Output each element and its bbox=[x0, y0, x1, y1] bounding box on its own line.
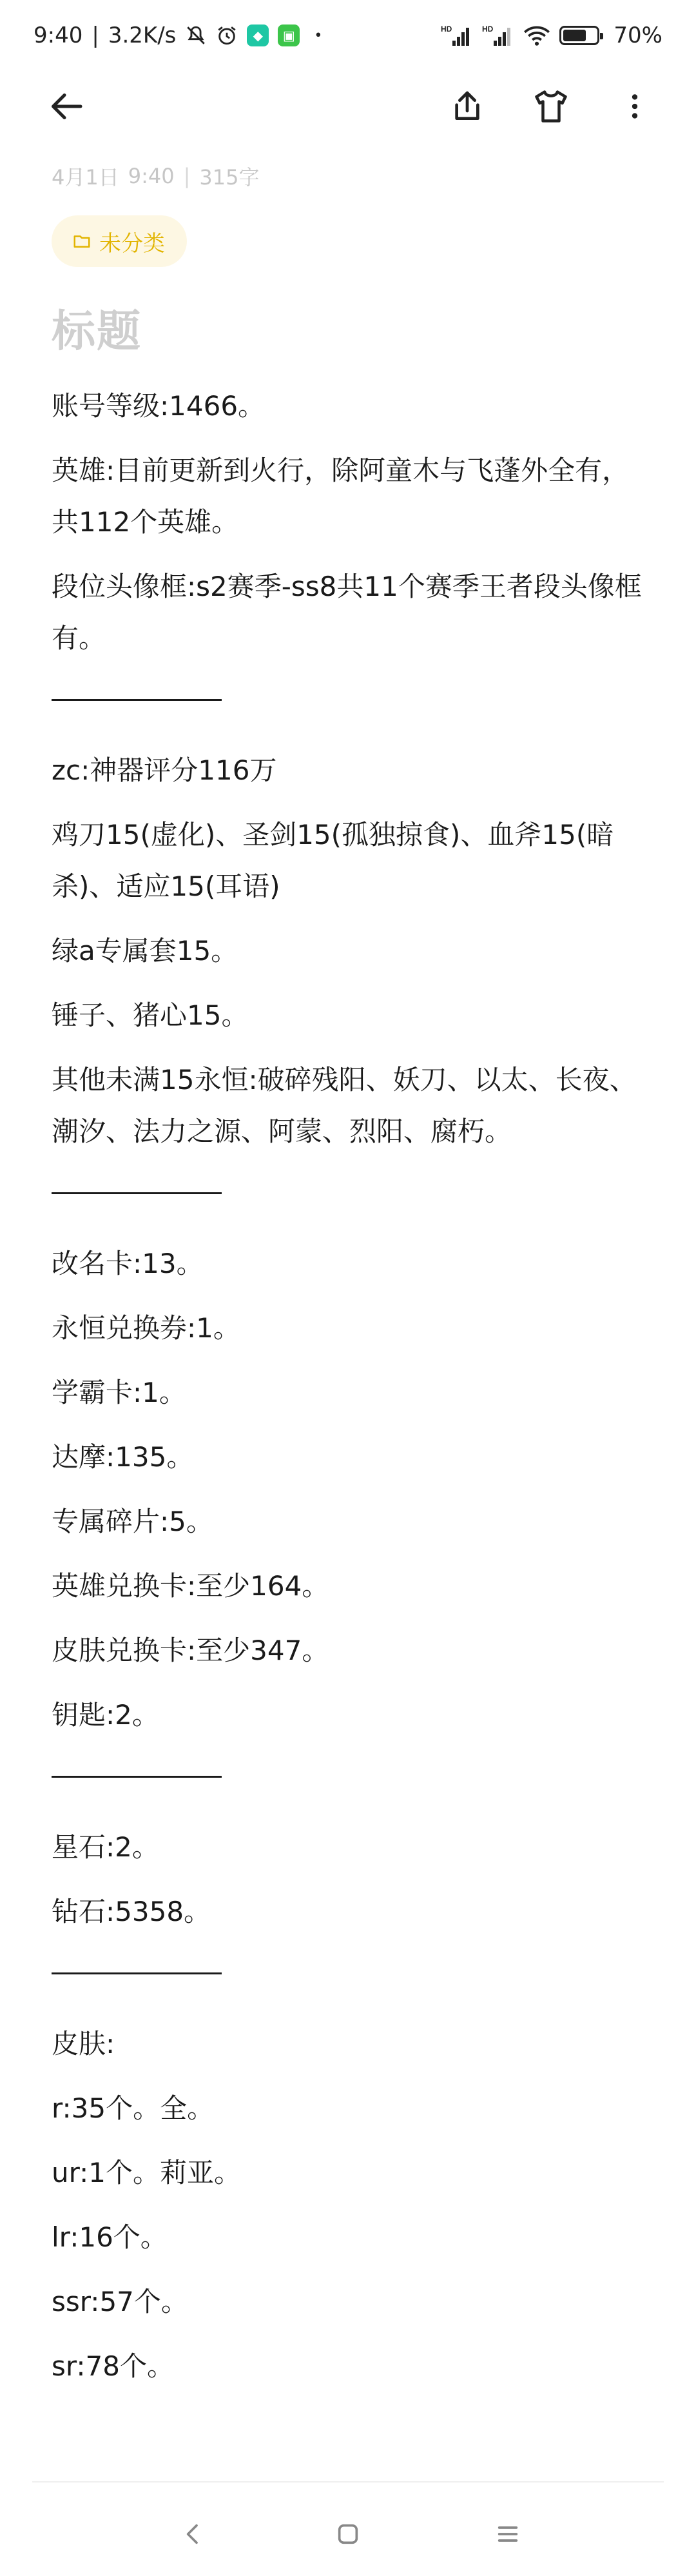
mute-icon bbox=[185, 23, 207, 48]
section-divider bbox=[52, 1972, 222, 1974]
status-bar-right bbox=[441, 23, 662, 48]
nav-home-icon bbox=[335, 2521, 361, 2547]
network-speed: 3.2K/s bbox=[108, 23, 177, 48]
theme-button[interactable] bbox=[522, 77, 580, 135]
note-section bbox=[52, 1238, 644, 1741]
app-icon-teal: ◆ bbox=[247, 25, 269, 46]
nav-menu-icon bbox=[495, 2521, 521, 2547]
note-paragraph: 钥匙:2。 bbox=[52, 1699, 159, 1731]
system-nav-bar bbox=[0, 2502, 696, 2566]
folder-icon bbox=[72, 231, 92, 251]
note-time: 9:40 bbox=[128, 164, 175, 188]
note-paragraph: lr:16个。 bbox=[52, 2221, 168, 2253]
category-chip[interactable] bbox=[52, 215, 187, 267]
status-bar-left bbox=[34, 23, 322, 48]
note-paragraph: 英雄:目前更新到火行，除阿童木与飞蓬外全有，共112个英雄。 bbox=[52, 455, 630, 538]
note-paragraph: 英雄兑换卡:至少164。 bbox=[52, 1570, 329, 1602]
note-paragraph: sr:78个。 bbox=[52, 2350, 175, 2382]
category-label: 未分类 bbox=[99, 230, 165, 257]
signal-icon-2 bbox=[482, 23, 514, 48]
note-paragraph: r:35个。全。 bbox=[52, 2092, 215, 2124]
status-bar bbox=[0, 0, 696, 71]
nav-menu-button[interactable] bbox=[482, 2508, 534, 2560]
word-count: 315字 bbox=[199, 165, 260, 190]
note-paragraph: 钻石:5358。 bbox=[52, 1896, 211, 1927]
more-vertical-icon bbox=[619, 88, 651, 124]
more-button[interactable] bbox=[606, 77, 664, 135]
nav-home-button[interactable] bbox=[322, 2508, 374, 2560]
status-time: 9:40 bbox=[34, 23, 83, 48]
note-paragraph: 永恒兑换券:1。 bbox=[52, 1312, 240, 1344]
status-dot: • bbox=[314, 27, 323, 44]
note-paragraph: 皮肤兑换卡:至少347。 bbox=[52, 1635, 329, 1666]
note-paragraph: 改名卡:13。 bbox=[52, 1248, 204, 1279]
navbar-divider bbox=[32, 2481, 664, 2483]
note-content[interactable] bbox=[52, 380, 644, 2405]
note-paragraph: ur:1个。莉亚。 bbox=[52, 2157, 242, 2188]
battery-icon bbox=[559, 26, 599, 45]
note-paragraph: 鸡刀15(虚化)、圣剑15(孤独掠食)、血斧15(暗杀)、适应15(耳语) bbox=[52, 819, 614, 902]
meta-separator: | bbox=[183, 164, 191, 188]
note-paragraph: ssr:57个。 bbox=[52, 2286, 188, 2317]
note-section bbox=[52, 2018, 644, 2392]
section-divider bbox=[52, 699, 222, 701]
note-paragraph: 绿a专属套15。 bbox=[52, 935, 238, 967]
shirt-icon bbox=[532, 87, 570, 126]
nav-back-button[interactable] bbox=[168, 2508, 219, 2560]
note-paragraph: 达摩:135。 bbox=[52, 1441, 194, 1473]
signal-icon bbox=[441, 23, 473, 48]
note-paragraph: 星石:2。 bbox=[52, 1831, 159, 1863]
back-arrow-icon bbox=[48, 87, 87, 126]
hd-label: HD bbox=[441, 25, 452, 34]
note-section bbox=[52, 1822, 644, 1938]
toolbar bbox=[0, 71, 696, 142]
note-title[interactable]: 标题 bbox=[52, 306, 142, 357]
app-icon-green: ▣ bbox=[278, 25, 300, 46]
note-paragraph: 账号等级:1466。 bbox=[52, 390, 266, 422]
note-paragraph: 学霸卡:1。 bbox=[52, 1377, 186, 1408]
note-paragraph: 段位头像框:s2赛季-ss8共11个赛季王者段头像框有。 bbox=[52, 571, 642, 654]
note-paragraph: 锤子、猪心15。 bbox=[52, 999, 249, 1031]
note-meta bbox=[52, 161, 259, 191]
alarm-icon bbox=[216, 23, 238, 48]
share-icon bbox=[449, 88, 485, 124]
back-button[interactable] bbox=[39, 77, 97, 135]
battery-fill bbox=[563, 30, 586, 41]
note-paragraph: zc:神器评分116万 bbox=[52, 754, 277, 786]
section-divider bbox=[52, 1776, 222, 1778]
wifi-icon bbox=[523, 23, 550, 48]
nav-back-icon bbox=[180, 2521, 206, 2547]
section-divider bbox=[52, 1192, 222, 1194]
status-separator: | bbox=[92, 23, 99, 48]
note-paragraph: 皮肤: bbox=[52, 2028, 115, 2060]
hd-label-2: HD bbox=[482, 25, 494, 34]
share-button[interactable] bbox=[438, 77, 496, 135]
note-section bbox=[52, 745, 644, 1157]
note-paragraph: 专属碎片:5。 bbox=[52, 1506, 213, 1537]
note-paragraph: 其他未满15永恒:破碎残阳、妖刀、以太、长夜、潮汐、法力之源、阿蒙、烈阳、腐朽。 bbox=[52, 1064, 637, 1147]
battery-percent: 70% bbox=[614, 23, 662, 48]
note-date: 4月1日 bbox=[52, 165, 119, 190]
note-section bbox=[52, 380, 644, 664]
